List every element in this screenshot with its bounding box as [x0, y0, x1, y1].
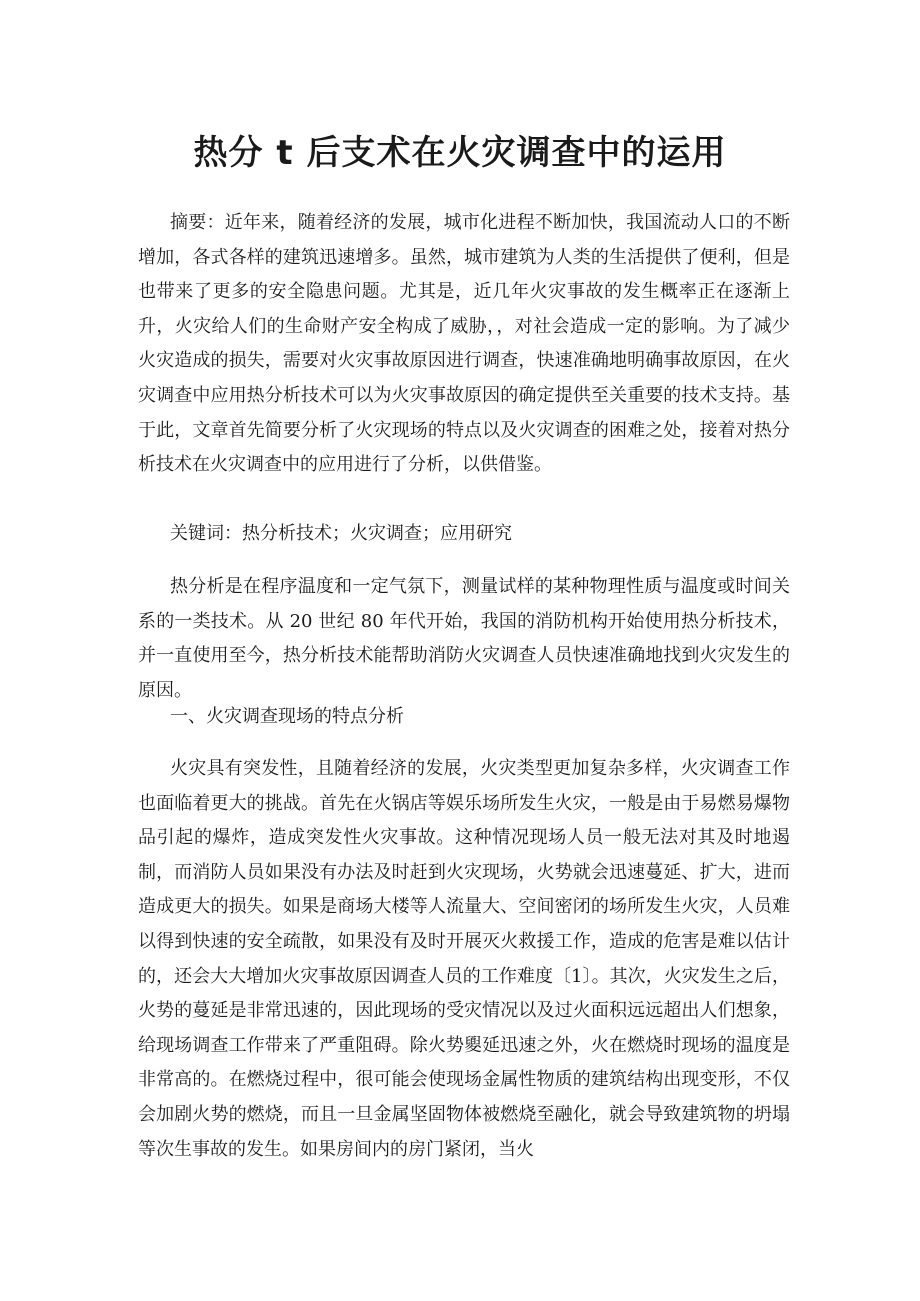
intro-paragraph: 热分析是在程序温度和一定气氛下，测量试样的某种物理性质与温度或时间关系的一类技术。从 20 世纪 80 年代开始，我国的消防机构开始使用热分析技术，并一直使用至今，热分析技术能帮助消防火灾调查人员快速准确地找到火灾发生的原因。: [138, 576, 790, 701]
keywords-paragraph: 关键词：热分析技术；火灾调查；应用研究: [170, 523, 512, 544]
abstract-paragraph: 摘要：近年来，随着经济的发展，城市化进程不断加快，我国流动人口的不断增加，各式各样的建筑迅速增多。虽然，城市建筑为人类的生活提供了便利，但是也带来了更多的安全隐患问题。尤其是，近几年火灾事故的发生概率正在逐渐上升，火灾给人们的生命财产安全构成了威胁，，对社会造成一定的影响。为了减少火灾造成的损失，需要对火灾事故原因进行调查，快速准确地明确事故原因，在火灾调查中应用热分析技术可以为火灾事故原因的确定提供至关重要的技术支持。基于此，文章首先简要分析了火灾现场的特点以及火灾调查的困难之处，接着对热分析技术在火灾调查中的应用进行了分析，以供借鉴。: [138, 212, 790, 476]
section-body-paragraph: 火灾具有突发性，且随着经济的发展，火灾类型更加复杂多样，火灾调查工作也面临着更大的挑战。首先在火锅店等娱乐场所发生火灾，一般是由于易燃易爆物品引起的爆炸，造成突发性火灾事故。这种情况现场人员一般无法对其及时地遏制，而消防人员如果没有办法及时赶到火灾现场，火势就会迅速蔓延、扩大，进而造成更大的损失。如果是商场大楼等人流量大、空间密闭的场所发生火灾，人员难以得到快速的安全疏散，如果没有及时开展灭火救援工作，造成的危害是难以估计的，还会大大增加火灾事故原因调查人员的工作难度〔1〕。其次，火灾发生之后，火势的蔓延是非常迅速的，因此现场的受灾情况以及过火面积远远超出人们想象，给现场调查工作带来了严重阻碍。除火势夓延迅速之外，火在燃烧时现场的温度是非常高的。在燃烧过程中，很可能会使现场金属性物质的建筑结构出现变形，不仅会加剧火势的燃烧，而且一旦金属坚固物体被燃烧至融化，就会导致建筑物的坍塌等次生事故的发生。如果房间内的房门紧闭，当火: [138, 758, 790, 1160]
document-title: 热分 t 后支术在火灾调查中的运用: [193, 133, 727, 173]
section-heading: 一、火灾调查现场的特点分析: [170, 706, 404, 727]
